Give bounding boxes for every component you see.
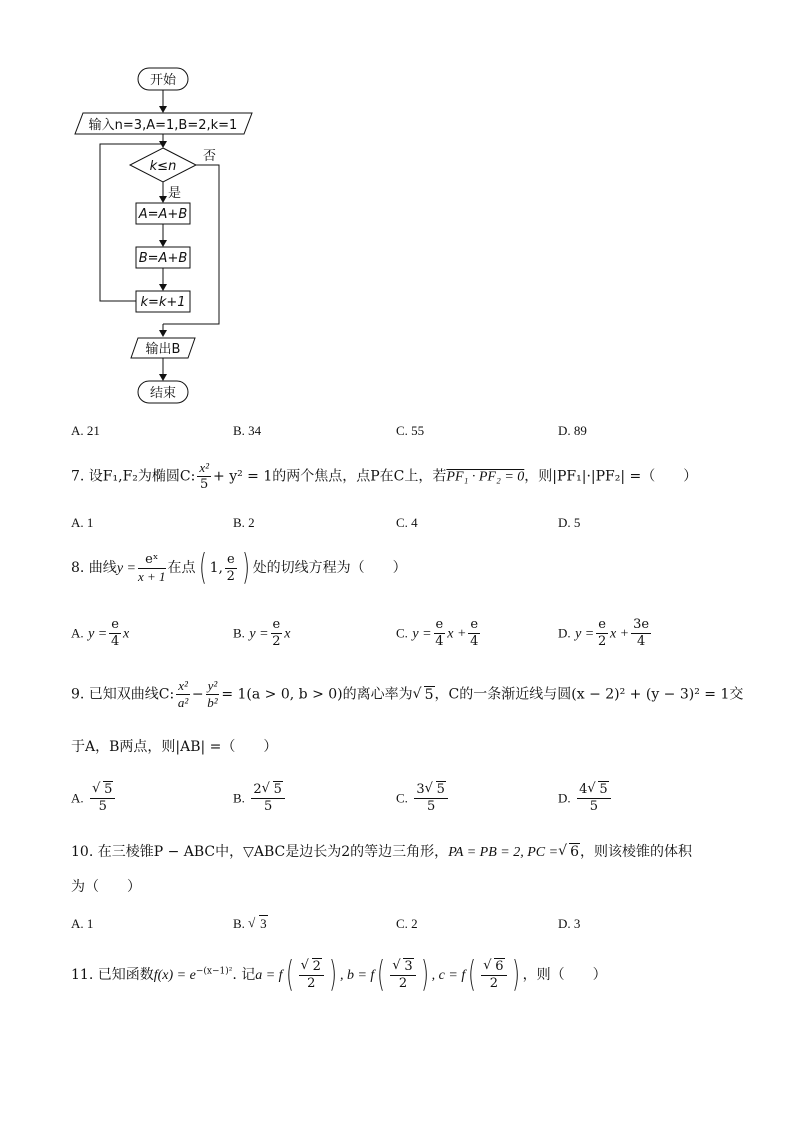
q8-option-c[interactable] [396, 617, 482, 650]
q8-option-a-den: 4 [110, 634, 120, 649]
q11-c-den: 2 [489, 975, 499, 991]
q8-option-a-rest: x [122, 626, 130, 642]
q11-a-den: 2 [307, 975, 316, 991]
q8-option-b-den: 2 [272, 634, 281, 649]
q11-a-radical [301, 959, 322, 975]
q6-option-b[interactable]: B. 34 [233, 423, 262, 438]
flow-end-label: 结束 [149, 386, 177, 401]
q9-option-a-radical [92, 782, 113, 798]
q8-point-left: 1, [209, 560, 223, 576]
q9-option-b-frac [251, 782, 285, 815]
q8-option-c-rest: x + [447, 626, 467, 642]
q11-text-mid: . 记 [232, 967, 256, 983]
q9-stem-line1: 9. 已知双曲线C: $\frac{\text{x²}}{\text{a²}}$ − $\frac{\text{y²}}{\text{b²}}$ = 1(a > 0, b > 0)的离心率为√ 5，C的一条渐近线与圆(x − 2)² + (y − 3)² = 1交 [71, 678, 743, 711]
q9-text-before: 9. 已知双曲线C: [71, 686, 175, 703]
q11-a-rad: 2 [312, 958, 321, 974]
q8-frac-num: eˣ [138, 552, 166, 569]
q9-option-b-den: 5 [264, 799, 273, 814]
q9-option-d-frac [577, 782, 611, 815]
q9-option-c-label: C. [396, 790, 408, 806]
q10-option-b-radical [248, 916, 268, 932]
q7-option-b[interactable]: B. 2 [233, 515, 255, 530]
q8-option-c-label: C. [396, 625, 408, 641]
q10-option-b-rad: 3 [260, 916, 267, 931]
q8-stem [71, 547, 407, 588]
flow-start-label: 开始 [149, 73, 177, 88]
q9-num1: x² [178, 678, 188, 693]
q8-option-d-frac2 [631, 617, 651, 650]
q8-text-after: 处的切线方程为（ ） [252, 560, 407, 576]
q9-option-c[interactable] [396, 782, 450, 815]
q11-b-frac [390, 959, 415, 992]
q9-option-b-radical [262, 782, 283, 798]
q9-option-d-coef: 4 [579, 782, 588, 797]
q10-option-d[interactable]: D. 3 [558, 916, 581, 931]
q8-option-b-label: B. [233, 625, 245, 641]
q8-option-c-lhs: y = [412, 626, 432, 642]
q8-option-a[interactable] [71, 617, 129, 650]
q11-c-rparen: ) [511, 954, 520, 995]
q9-option-d-den: 5 [589, 799, 599, 814]
flow-input-label: 输入n=3,A=1,B=2,k=1 [88, 118, 238, 133]
flow-output-label: 输出B [145, 342, 181, 357]
flow-no-label: 否 [203, 149, 217, 164]
q9-ecc: 5 [424, 686, 434, 703]
q11-stem [71, 954, 607, 995]
q8-lparen: ( [198, 547, 207, 588]
q11-text-after: ，则（ ） [522, 967, 607, 983]
q9-option-a-num: 5 [104, 782, 113, 797]
q10-stem-line2: 为（ ） [71, 879, 141, 895]
q11-c-label: , c = f [431, 968, 466, 983]
q9-option-d-label: D. [558, 790, 571, 806]
q8-point-num: e [226, 551, 235, 567]
q10-option-c[interactable]: C. 2 [396, 916, 418, 931]
q9-option-c-num: 5 [436, 782, 445, 797]
q6-option-c[interactable]: C. 55 [396, 423, 425, 438]
q7-fraction [197, 460, 211, 493]
q10-line1-after: ，则该棱锥的体积 [580, 844, 692, 860]
q7-frac-den: 5 [200, 477, 209, 492]
q11-b-rad: 3 [404, 958, 413, 974]
q9-option-d[interactable] [558, 782, 613, 815]
q9-option-d-num: 5 [599, 782, 608, 797]
q8-point-fraction [225, 552, 237, 585]
q9-option-d-radical [587, 782, 608, 798]
q9-ecc-radical [413, 685, 435, 705]
q8-option-d-num2: 3e [633, 617, 650, 632]
q10-line1-expr: PA = PB = 2, PC = [448, 845, 559, 860]
q11-b-radical [392, 959, 413, 975]
q7-text-mid: + y² = 1的两个焦点，点P在C上，若 [213, 468, 447, 485]
q8-option-a-lhs: y = [88, 626, 108, 642]
q8-option-b-lhs: y = [249, 626, 269, 642]
q8-option-c-den2: 4 [470, 634, 479, 649]
q8-option-c-frac [434, 617, 446, 650]
q8-option-b-rest: x [284, 626, 291, 642]
q8-option-d-den2: 4 [636, 634, 646, 649]
q9-option-a[interactable] [71, 782, 117, 815]
q11-c-radical [483, 959, 504, 975]
q8-y-eq: y = [116, 561, 136, 576]
q11-a-label: a = f [255, 968, 283, 983]
q8-option-b-frac [271, 617, 283, 650]
q8-option-c-num2: e [470, 617, 479, 632]
q10-line1-rad: 6 [570, 844, 579, 860]
q10-option-b[interactable] [233, 916, 268, 932]
q7-vector-expr: PF₁ · PF₂ = 0 [446, 469, 525, 485]
q8-option-b-num: e [272, 617, 281, 632]
q8-option-c-frac2 [468, 617, 480, 650]
q11-b-den: 2 [398, 975, 408, 991]
q11-text-before: 11. 已知函数 [71, 967, 154, 983]
q9-text-mid: = 1(a > 0, b > 0)的离心率为 [221, 686, 413, 703]
q8-option-d-label: D. [558, 625, 571, 641]
q7-text-before: 7. 设F₁,F₂为椭圆C: [71, 468, 196, 485]
q8-option-d-frac [596, 617, 608, 650]
q7-frac-num: x² [199, 460, 210, 475]
q8-option-d-den: 2 [597, 634, 607, 649]
q9-option-b[interactable] [233, 782, 287, 815]
flow-yes-label: 是 [168, 186, 182, 201]
q11-b-rparen: ) [420, 954, 429, 995]
q8-rparen: ) [241, 547, 250, 588]
q9-option-c-den: 5 [427, 799, 436, 814]
q11-a-frac [299, 959, 324, 992]
q8-option-a-label: A. [71, 625, 84, 641]
q11-b-lparen: ( [377, 954, 386, 995]
q11-c-frac [481, 959, 506, 992]
q9-option-b-num: 5 [273, 782, 282, 797]
q10-stem-line1 [71, 842, 692, 863]
q7-option-d[interactable]: D. 5 [558, 515, 581, 530]
q8-option-a-num: e [111, 617, 119, 632]
q9-den2: b² [207, 695, 218, 710]
q8-option-c-den: 4 [435, 634, 444, 649]
q8-option-b[interactable] [233, 617, 290, 650]
flowchart [0, 0, 794, 420]
q11-b-label: , b = f [339, 968, 375, 983]
q8-point-den: 2 [226, 568, 235, 584]
flow-condition-label: k≤n [149, 159, 177, 174]
q8-fraction [138, 552, 166, 585]
q7-option-c[interactable]: C. 4 [396, 515, 418, 530]
q6-option-a[interactable]: A. 21 [71, 423, 100, 438]
q8-frac-den: x + 1 [137, 568, 166, 584]
q8-text-before: 8. 曲线 [71, 560, 117, 576]
q9-option-b-label: B. [233, 790, 245, 806]
flow-step2-label: B=A+B [138, 251, 188, 266]
q10-radical [558, 842, 580, 862]
flow-step1-label: A=A+B [138, 207, 188, 222]
q9-option-c-frac [414, 782, 448, 815]
q11-c-rad: 6 [495, 958, 504, 974]
q11-c-lparen: ( [468, 954, 477, 995]
q7-text-after: ，则|PF₁|·|PF₂| =（ ） [524, 468, 698, 485]
q9-stem-line2: 于A，B两点，则|AB| =（ ） [71, 739, 278, 755]
q9-frac1 [176, 678, 190, 711]
q8-option-a-frac [109, 617, 121, 650]
q7-option-a[interactable]: A. 1 [71, 515, 94, 530]
q10-option-a[interactable]: A. 1 [71, 916, 94, 931]
q9-option-c-radical [425, 782, 446, 798]
q11-exp: −(x−1)² [195, 966, 233, 977]
q9-frac2 [206, 678, 220, 711]
q9-option-a-frac [90, 782, 115, 815]
q9-den1: a² [177, 695, 189, 710]
q10-line1-before: 10. 在三棱锥P − ABC中，▽ABC是边长为2的等边三角形， [71, 844, 449, 860]
q9-option-a-label: A. [71, 790, 84, 806]
q8-option-d-lhs: y = [575, 626, 595, 642]
q11-a-rparen: ) [329, 954, 337, 995]
q9-option-b-coef: 2 [253, 782, 262, 797]
q8-text-mid: 在点 [167, 560, 196, 576]
q9-text-after: ，C的一条渐近线与圆(x − 2)² + (y − 3)² = 1交 [434, 686, 744, 703]
q10-option-b-label: B. [233, 916, 245, 931]
flow-step3-label: k=k+1 [140, 295, 186, 310]
q11-fx: f(x) = e [153, 968, 196, 983]
q11-a-lparen: ( [285, 954, 294, 995]
q6-option-d[interactable]: D. 89 [558, 423, 587, 438]
q8-option-d-num: e [598, 617, 606, 632]
q8-option-d-rest: x + [609, 626, 630, 642]
q9-option-a-den: 5 [98, 799, 107, 814]
q8-option-c-num: e [435, 617, 444, 632]
q8-option-d[interactable] [558, 617, 653, 650]
q9-num2: y² [207, 678, 218, 693]
q9-option-c-coef: 3 [416, 782, 425, 797]
q7-stem [71, 460, 697, 493]
